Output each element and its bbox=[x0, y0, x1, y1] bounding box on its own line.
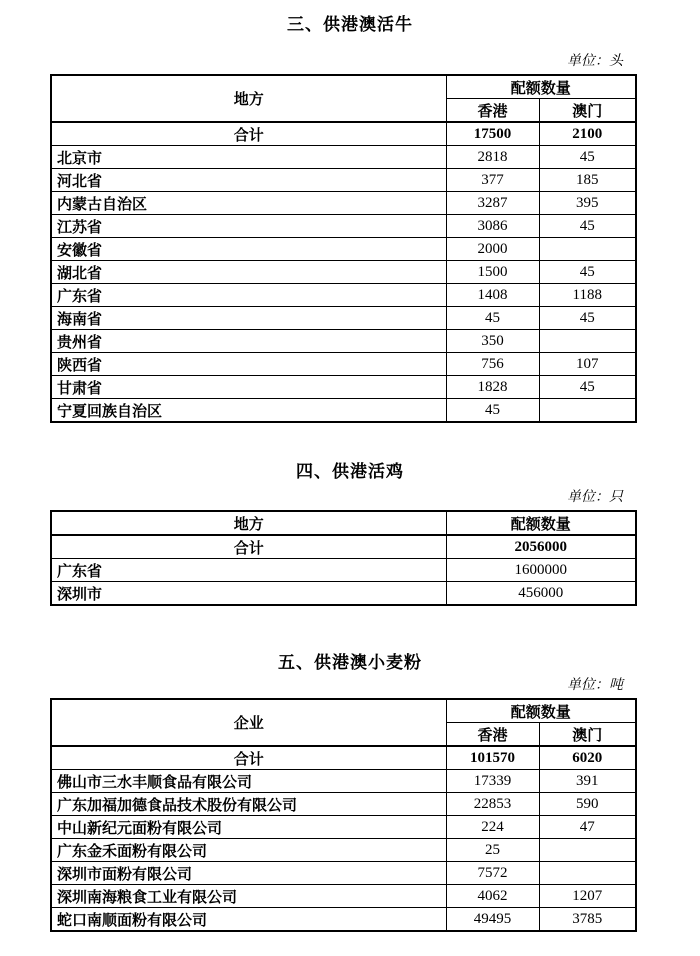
row-label: 深圳南海粮食工业有限公司 bbox=[51, 885, 446, 908]
total-value-hongkong: 101570 bbox=[446, 746, 539, 770]
table-row bbox=[51, 839, 636, 862]
table-row bbox=[51, 582, 636, 606]
col-header-enterprise: 企业 bbox=[51, 699, 446, 746]
row-value: 45 bbox=[539, 376, 636, 399]
row-value bbox=[539, 330, 636, 353]
table-row bbox=[51, 284, 636, 307]
col-header-hongkong: 香港 bbox=[446, 99, 539, 123]
row-value: 2818 bbox=[446, 146, 539, 169]
row-value: 45 bbox=[539, 307, 636, 330]
row-value: 1207 bbox=[539, 885, 636, 908]
row-value: 391 bbox=[539, 770, 636, 793]
row-label: 蛇口南顺面粉有限公司 bbox=[51, 908, 446, 932]
table-row bbox=[51, 330, 636, 353]
row-label: 陕西省 bbox=[51, 353, 446, 376]
header-row bbox=[51, 511, 636, 535]
row-value: 1188 bbox=[539, 284, 636, 307]
total-label: 合计 bbox=[51, 535, 446, 559]
table-row bbox=[51, 559, 636, 582]
row-label: 湖北省 bbox=[51, 261, 446, 284]
total-value-macao: 2100 bbox=[539, 122, 636, 146]
col-header-macao: 澳门 bbox=[539, 99, 636, 123]
col-header-hongkong: 香港 bbox=[446, 723, 539, 747]
table-row bbox=[51, 215, 636, 238]
row-label: 深圳市面粉有限公司 bbox=[51, 862, 446, 885]
row-value: 3086 bbox=[446, 215, 539, 238]
row-value: 47 bbox=[539, 816, 636, 839]
row-value: 22853 bbox=[446, 793, 539, 816]
row-label: 甘肃省 bbox=[51, 376, 446, 399]
total-value: 2056000 bbox=[446, 535, 636, 559]
quota-table-live-cattle bbox=[50, 74, 637, 423]
table-row bbox=[51, 376, 636, 399]
row-value: 350 bbox=[446, 330, 539, 353]
section-live-chickens bbox=[0, 423, 700, 606]
table-row bbox=[51, 816, 636, 839]
row-value: 3287 bbox=[446, 192, 539, 215]
row-value: 45 bbox=[446, 307, 539, 330]
row-value: 590 bbox=[539, 793, 636, 816]
row-label: 广东省 bbox=[51, 284, 446, 307]
row-label: 广东金禾面粉有限公司 bbox=[51, 839, 446, 862]
table-row bbox=[51, 770, 636, 793]
row-label: 广东加福加德食品技术股份有限公司 bbox=[51, 793, 446, 816]
row-label: 海南省 bbox=[51, 307, 446, 330]
total-value-macao: 6020 bbox=[539, 746, 636, 770]
unit-label: 单位：吨 bbox=[567, 678, 623, 693]
row-label: 安徽省 bbox=[51, 238, 446, 261]
total-value-hongkong: 17500 bbox=[446, 122, 539, 146]
row-value: 25 bbox=[446, 839, 539, 862]
total-label: 合计 bbox=[51, 122, 446, 146]
row-value: 756 bbox=[446, 353, 539, 376]
row-value: 1828 bbox=[446, 376, 539, 399]
total-label: 合计 bbox=[51, 746, 446, 770]
row-value bbox=[539, 839, 636, 862]
row-label: 佛山市三水丰顺食品有限公司 bbox=[51, 770, 446, 793]
table-row bbox=[51, 862, 636, 885]
row-value: 3785 bbox=[539, 908, 636, 932]
row-value: 107 bbox=[539, 353, 636, 376]
row-label: 深圳市 bbox=[51, 582, 446, 606]
row-label: 宁夏回族自治区 bbox=[51, 399, 446, 423]
table-row bbox=[51, 399, 636, 423]
unit-label: 单位：头 bbox=[567, 54, 623, 69]
row-value: 456000 bbox=[446, 582, 636, 606]
row-value: 224 bbox=[446, 816, 539, 839]
row-label: 内蒙古自治区 bbox=[51, 192, 446, 215]
col-header-place: 地方 bbox=[51, 75, 446, 122]
row-value: 1600000 bbox=[446, 559, 636, 582]
section-live-cattle bbox=[0, 0, 700, 423]
table-row bbox=[51, 261, 636, 284]
col-header-quota: 配额数量 bbox=[446, 699, 636, 723]
row-value: 7572 bbox=[446, 862, 539, 885]
total-row bbox=[51, 122, 636, 146]
col-header-quota: 配额数量 bbox=[446, 511, 636, 535]
table-row bbox=[51, 238, 636, 261]
row-value: 45 bbox=[539, 215, 636, 238]
header-row bbox=[51, 699, 636, 723]
table-row bbox=[51, 307, 636, 330]
row-value bbox=[539, 862, 636, 885]
col-header-macao: 澳门 bbox=[539, 723, 636, 747]
section-title: 三、供港澳活牛 bbox=[287, 15, 413, 34]
row-value: 1408 bbox=[446, 284, 539, 307]
row-value: 377 bbox=[446, 169, 539, 192]
header-row bbox=[51, 75, 636, 99]
table-row bbox=[51, 192, 636, 215]
row-value: 2000 bbox=[446, 238, 539, 261]
col-header-place: 地方 bbox=[51, 511, 446, 535]
row-label: 北京市 bbox=[51, 146, 446, 169]
quota-table-live-chickens bbox=[50, 510, 637, 606]
table-row bbox=[51, 146, 636, 169]
row-value: 45 bbox=[539, 261, 636, 284]
row-value: 45 bbox=[539, 146, 636, 169]
row-value: 45 bbox=[446, 399, 539, 423]
table-row bbox=[51, 169, 636, 192]
section-title: 四、供港活鸡 bbox=[296, 462, 404, 481]
total-row bbox=[51, 535, 636, 559]
total-row bbox=[51, 746, 636, 770]
row-label: 中山新纪元面粉有限公司 bbox=[51, 816, 446, 839]
row-value: 49495 bbox=[446, 908, 539, 932]
section-title: 五、供港澳小麦粉 bbox=[278, 653, 422, 672]
table-row bbox=[51, 885, 636, 908]
row-label: 江苏省 bbox=[51, 215, 446, 238]
row-value bbox=[539, 238, 636, 261]
row-value: 395 bbox=[539, 192, 636, 215]
section-wheat-flour bbox=[0, 606, 700, 932]
row-label: 河北省 bbox=[51, 169, 446, 192]
row-value bbox=[539, 399, 636, 423]
row-value: 4062 bbox=[446, 885, 539, 908]
row-value: 17339 bbox=[446, 770, 539, 793]
row-label: 广东省 bbox=[51, 559, 446, 582]
row-value: 1500 bbox=[446, 261, 539, 284]
table-row bbox=[51, 353, 636, 376]
table-row bbox=[51, 908, 636, 932]
table-row bbox=[51, 793, 636, 816]
row-value: 185 bbox=[539, 169, 636, 192]
col-header-quota: 配额数量 bbox=[446, 75, 636, 99]
row-label: 贵州省 bbox=[51, 330, 446, 353]
unit-label: 单位：只 bbox=[567, 490, 623, 505]
quota-table-wheat-flour bbox=[50, 698, 637, 932]
